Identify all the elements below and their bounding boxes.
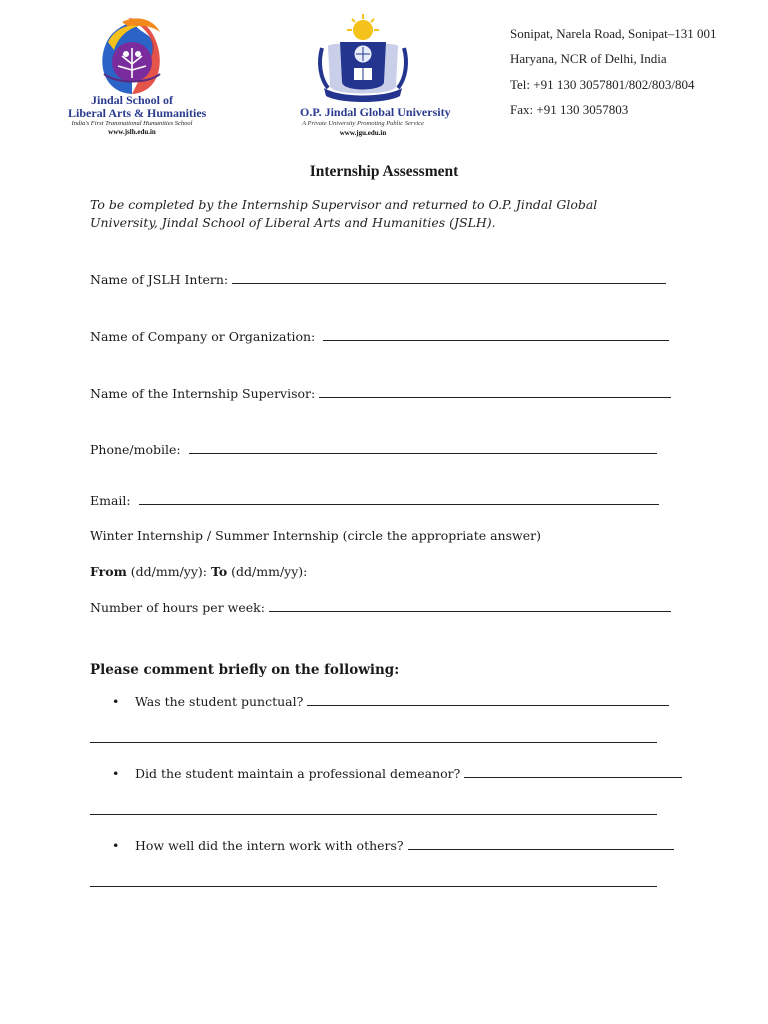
jslh-emblem-icon [68,12,196,102]
answer-line-teamwork[interactable] [90,886,657,887]
jgu-logo-title: O.P. Jindal Global University [300,105,451,119]
internship-term-text: Winter Internship / Summer Internship (circle the appropriate answer) [90,528,541,543]
from-label: From [90,564,127,579]
intern-name-line[interactable] [232,282,666,284]
phone-line[interactable] [189,452,657,454]
question-punctual-line[interactable] [307,705,669,706]
jslh-logo-tagline: India's First Transnational Humanities School [71,120,193,127]
company-label: Name of Company or Organization: [90,329,316,344]
bullet-icon: • [112,694,120,709]
internship-term[interactable] [90,528,541,543]
form-instructions: To be completed by the Internship Supervisor and returned to O.P. Jindal Global University, Jindal School of Liberal Arts and Humanities (JSLH). [90,197,598,230]
hours-line[interactable] [269,610,671,612]
question-teamwork-text: How well did the intern work with others? [135,838,404,853]
hours-field[interactable] [90,600,671,615]
date-range-field[interactable] [90,564,307,579]
company-line[interactable] [323,339,669,341]
jgu-crest-icon [300,12,426,104]
jslh-logo-url: www.jslh.edu.in [108,128,156,136]
address-line2: Haryana, NCR of Delhi, India [510,51,667,66]
question-demeanor-line[interactable] [464,777,682,778]
answer-line-punctual[interactable] [90,742,657,743]
address-fax: Fax: +91 130 3057803 [510,102,629,117]
to-label: To [210,564,228,579]
comments-heading: Please comment briefly on the following: [90,662,400,678]
phone-label: Phone/mobile: [90,442,181,457]
question-teamwork-line[interactable] [408,849,674,850]
email-field[interactable] [90,493,659,508]
email-label: Email: [90,493,131,508]
jslh-logo-title-line1: Jindal School of [90,93,174,107]
question-punctual-text: Was the student punctual? [135,694,304,709]
bullet-icon: • [112,838,120,853]
phone-field[interactable] [90,442,657,457]
address-line1: Sonipat, Narela Road, Sonipat–131 001 [510,26,717,41]
question-teamwork[interactable] [135,838,674,853]
question-demeanor[interactable] [135,766,682,781]
from-format: (dd/mm/yy): [126,564,211,579]
jslh-logo-title-line2: Liberal Arts & Humanities [68,106,207,120]
supervisor-field[interactable] [90,386,671,401]
company-field[interactable] [90,329,669,344]
intern-name-label: Name of JSLH Intern: [90,272,229,287]
jgu-logo-url: www.jgu.edu.in [339,129,387,137]
to-format: (dd/mm/yy): [227,564,308,579]
question-demeanor-text: Did the student maintain a professional demeanor? [135,766,461,781]
intern-name-field[interactable] [90,272,666,287]
bullet-icon: • [112,766,120,781]
question-punctual[interactable] [135,694,669,709]
jgu-logo-tagline: A Private University Promoting Public Service [302,120,424,127]
supervisor-label: Name of the Internship Supervisor: [90,386,316,401]
email-line[interactable] [139,503,659,505]
supervisor-line[interactable] [319,396,671,398]
answer-line-demeanor[interactable] [90,814,657,815]
form-title: Internship Assessment [309,163,459,180]
jslh-logo [68,12,207,136]
address-tel: Tel: +91 130 3057801/802/803/804 [510,77,695,92]
hours-label: Number of hours per week: [90,600,265,615]
jgu-logo [300,12,451,137]
